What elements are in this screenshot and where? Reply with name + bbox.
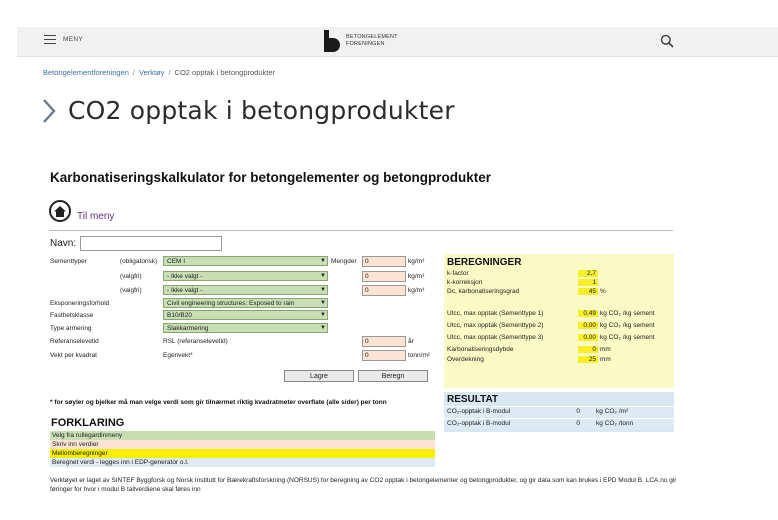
beregning-value: 45 [578, 288, 598, 295]
beregning-label: k-korreksjon [447, 279, 483, 286]
egenvekt-input[interactable]: 0 [362, 350, 406, 361]
legend-item: Velg fra rullegardinmeny [50, 431, 435, 440]
navn-label: Navn: [50, 238, 77, 249]
unit-kgm3: kg/m³ [408, 272, 425, 280]
lagre-button[interactable]: Lagre [284, 370, 354, 382]
beregning-unit: mm [600, 346, 611, 353]
fasthet-value: B10/B20 [167, 311, 192, 319]
beregning-row [447, 279, 672, 288]
til-meny-row [49, 200, 114, 222]
menu-button[interactable] [44, 35, 83, 44]
rsl-input[interactable]: 0 [362, 336, 406, 347]
beregning-value: 25 [578, 356, 598, 363]
breadcrumb-home[interactable]: Betongelementforeningen [43, 68, 129, 77]
top-bar [17, 27, 778, 57]
unit-kgm3: kg/m³ [408, 286, 425, 294]
beregninger-title: BEREGNINGER [447, 257, 522, 268]
valgfri-label: (valgfri) [120, 286, 142, 294]
beregning-row [447, 270, 672, 279]
hamburger-icon [44, 35, 56, 44]
page-title-row [42, 96, 455, 125]
cement-type-2-value: - Ikke valgt - [167, 272, 203, 280]
beregning-row [447, 310, 672, 319]
egenvekt-label: Egenvekt* [163, 351, 193, 359]
logo[interactable] [324, 30, 398, 52]
logo-line-1: BETONGELEMENT [346, 34, 398, 40]
armering-select[interactable] [163, 323, 328, 333]
chevron-right-icon [42, 98, 56, 124]
beregning-row [447, 346, 672, 355]
fasthet-label: Fasthetsklasse [50, 311, 94, 319]
chevron-down-icon: ▼ [320, 300, 326, 306]
eksponering-value: Civil engineering structures: Exposed to rain [167, 299, 295, 307]
beregning-unit: kg CO₂ /kg sement [600, 322, 655, 329]
beregning-row [447, 334, 672, 343]
beregninger-panel [444, 254, 674, 388]
forklaring-title: FORKLARING [51, 417, 125, 429]
cement-type-3-value: - Ikke valgt - [167, 286, 203, 294]
eksponering-label: Eksponeringsforhold [50, 299, 110, 307]
beregning-value: 0 [578, 346, 598, 353]
resultat-title: RESULTAT [447, 394, 499, 405]
cement-type-1-select[interactable] [163, 256, 328, 266]
beregn-button[interactable]: Beregn [358, 370, 428, 382]
legend-item: Mellomberegninger [50, 449, 435, 458]
chevron-down-icon: ▼ [320, 287, 326, 293]
menu-label: MENY [63, 36, 83, 43]
beregning-value: 0,49 [578, 310, 598, 317]
beregning-row [447, 322, 672, 331]
beregning-label: Dc, karbonatiseringsgrad [447, 288, 520, 295]
resultat-row [444, 406, 674, 417]
footnote: * for søyler og bjelker må man velge verdi som gir tilnærmet riktig kvadratmeter overflate (alle sider) per tonn [50, 399, 387, 406]
beregning-unit: kg CO₂ /kg sement [600, 334, 655, 341]
chevron-down-icon: ▼ [320, 273, 326, 279]
beregning-label: Overdekning [447, 356, 484, 363]
mengde-2-input[interactable]: 0 [362, 271, 406, 282]
beregning-value: 0,00 [578, 322, 598, 329]
eksponering-select[interactable] [163, 298, 328, 308]
valgfri-label: (valgfri) [120, 272, 142, 280]
beregning-row [447, 288, 672, 297]
beregning-label: Utcc, max opptak (Sementtype 3) [447, 334, 544, 341]
chevron-down-icon: ▼ [320, 325, 326, 331]
calculator-title: Karbonatiseringskalkulator for betongelementer og betongprodukter [50, 170, 492, 185]
legend-item: Beregnet verdi - legges inn i EDP-generator o.l. [50, 458, 435, 467]
obligatorisk-label: (obligatorisk) [120, 257, 158, 265]
navn-input[interactable] [80, 236, 222, 251]
mengder-label: Mengder [331, 257, 357, 265]
beregning-unit: mm [600, 356, 611, 363]
armering-label: Type armering [50, 324, 92, 332]
beregning-label: Utcc, max opptak (Sementtype 2) [447, 322, 544, 329]
breadcrumb: Betongelementforeningen / Verktøy / CO2 opptak i betongprodukter [43, 68, 276, 77]
beregning-value: 1 [578, 279, 598, 286]
rsl-unit: år [408, 337, 414, 345]
cement-type-3-select[interactable] [163, 285, 328, 295]
search-icon[interactable] [660, 34, 674, 48]
unit-kgm3: kg/m³ [408, 257, 425, 265]
logo-line-2: FORENINGEN [346, 41, 385, 47]
beregning-label: Karbonatiseringsdybde [447, 346, 514, 353]
divider [49, 230, 673, 231]
resultat-label: CO₂-opptak i B-modul [447, 420, 511, 427]
armering-value: Slakkarmering [167, 324, 209, 332]
mengde-3-input[interactable]: 0 [362, 285, 406, 296]
rsl-label: RSL (referanselevetid) [163, 337, 228, 345]
resultat-label: CO₂-opptak i B-modul [447, 408, 511, 415]
footer-text: Verktøyet er laget av SINTEF Byggforsk og Norsk Institutt for Bærekraftsforskning (NORSUS) for beregning av CO2 opptak i betongelementer og betongprodukter, og gir data som kan brukes i EPD Modul B. LCA.no gir føringer for hvor i modul B tallverdiene skal føres inn [50, 477, 677, 493]
resultat-unit: kg CO₂ /tonn [596, 420, 634, 427]
navn-row [50, 236, 222, 251]
referanse-label: Referanselevetid [50, 337, 99, 345]
breadcrumb-current: CO2 opptak i betongprodukter [174, 68, 276, 77]
beregning-value: 2,7 [578, 270, 598, 277]
til-meny-link[interactable]: Til meny [77, 211, 115, 222]
cement-type-1-value: CEM I [167, 257, 186, 265]
resultat-value: 0 [576, 420, 580, 427]
home-icon[interactable] [49, 200, 71, 222]
beregning-label: Utcc, max opptak (Sementtype 1) [447, 310, 544, 317]
beregning-row [447, 356, 672, 365]
beregning-unit: % [600, 288, 606, 295]
chevron-down-icon: ▼ [320, 312, 326, 318]
sementtyper-label: Sementtyper [50, 257, 87, 265]
vekt-label: Vekt per kvadrat [50, 351, 97, 359]
logo-b-icon [324, 30, 341, 52]
breadcrumb-verktoy[interactable]: Verktøy [139, 68, 165, 77]
beregning-label: k-factor [447, 270, 469, 277]
legend-item: Skriv inn verdier [50, 440, 435, 449]
resultat-row [444, 418, 674, 429]
beregning-unit: kg CO₂ /kg sement [600, 310, 655, 317]
page-title: CO2 opptak i betongprodukter [68, 96, 455, 125]
fasthet-select[interactable] [163, 310, 328, 320]
resultat-value: 0 [576, 408, 580, 415]
cement-type-2-select[interactable] [163, 271, 328, 281]
chevron-down-icon: ▼ [320, 258, 326, 264]
egenvekt-unit: tonn/m² [408, 351, 431, 359]
mengde-1-input[interactable]: 0 [362, 256, 406, 267]
resultat-unit: kg CO₂ /m² [596, 408, 629, 415]
beregning-value: 0,00 [578, 334, 598, 341]
resultat-panel [444, 392, 674, 432]
